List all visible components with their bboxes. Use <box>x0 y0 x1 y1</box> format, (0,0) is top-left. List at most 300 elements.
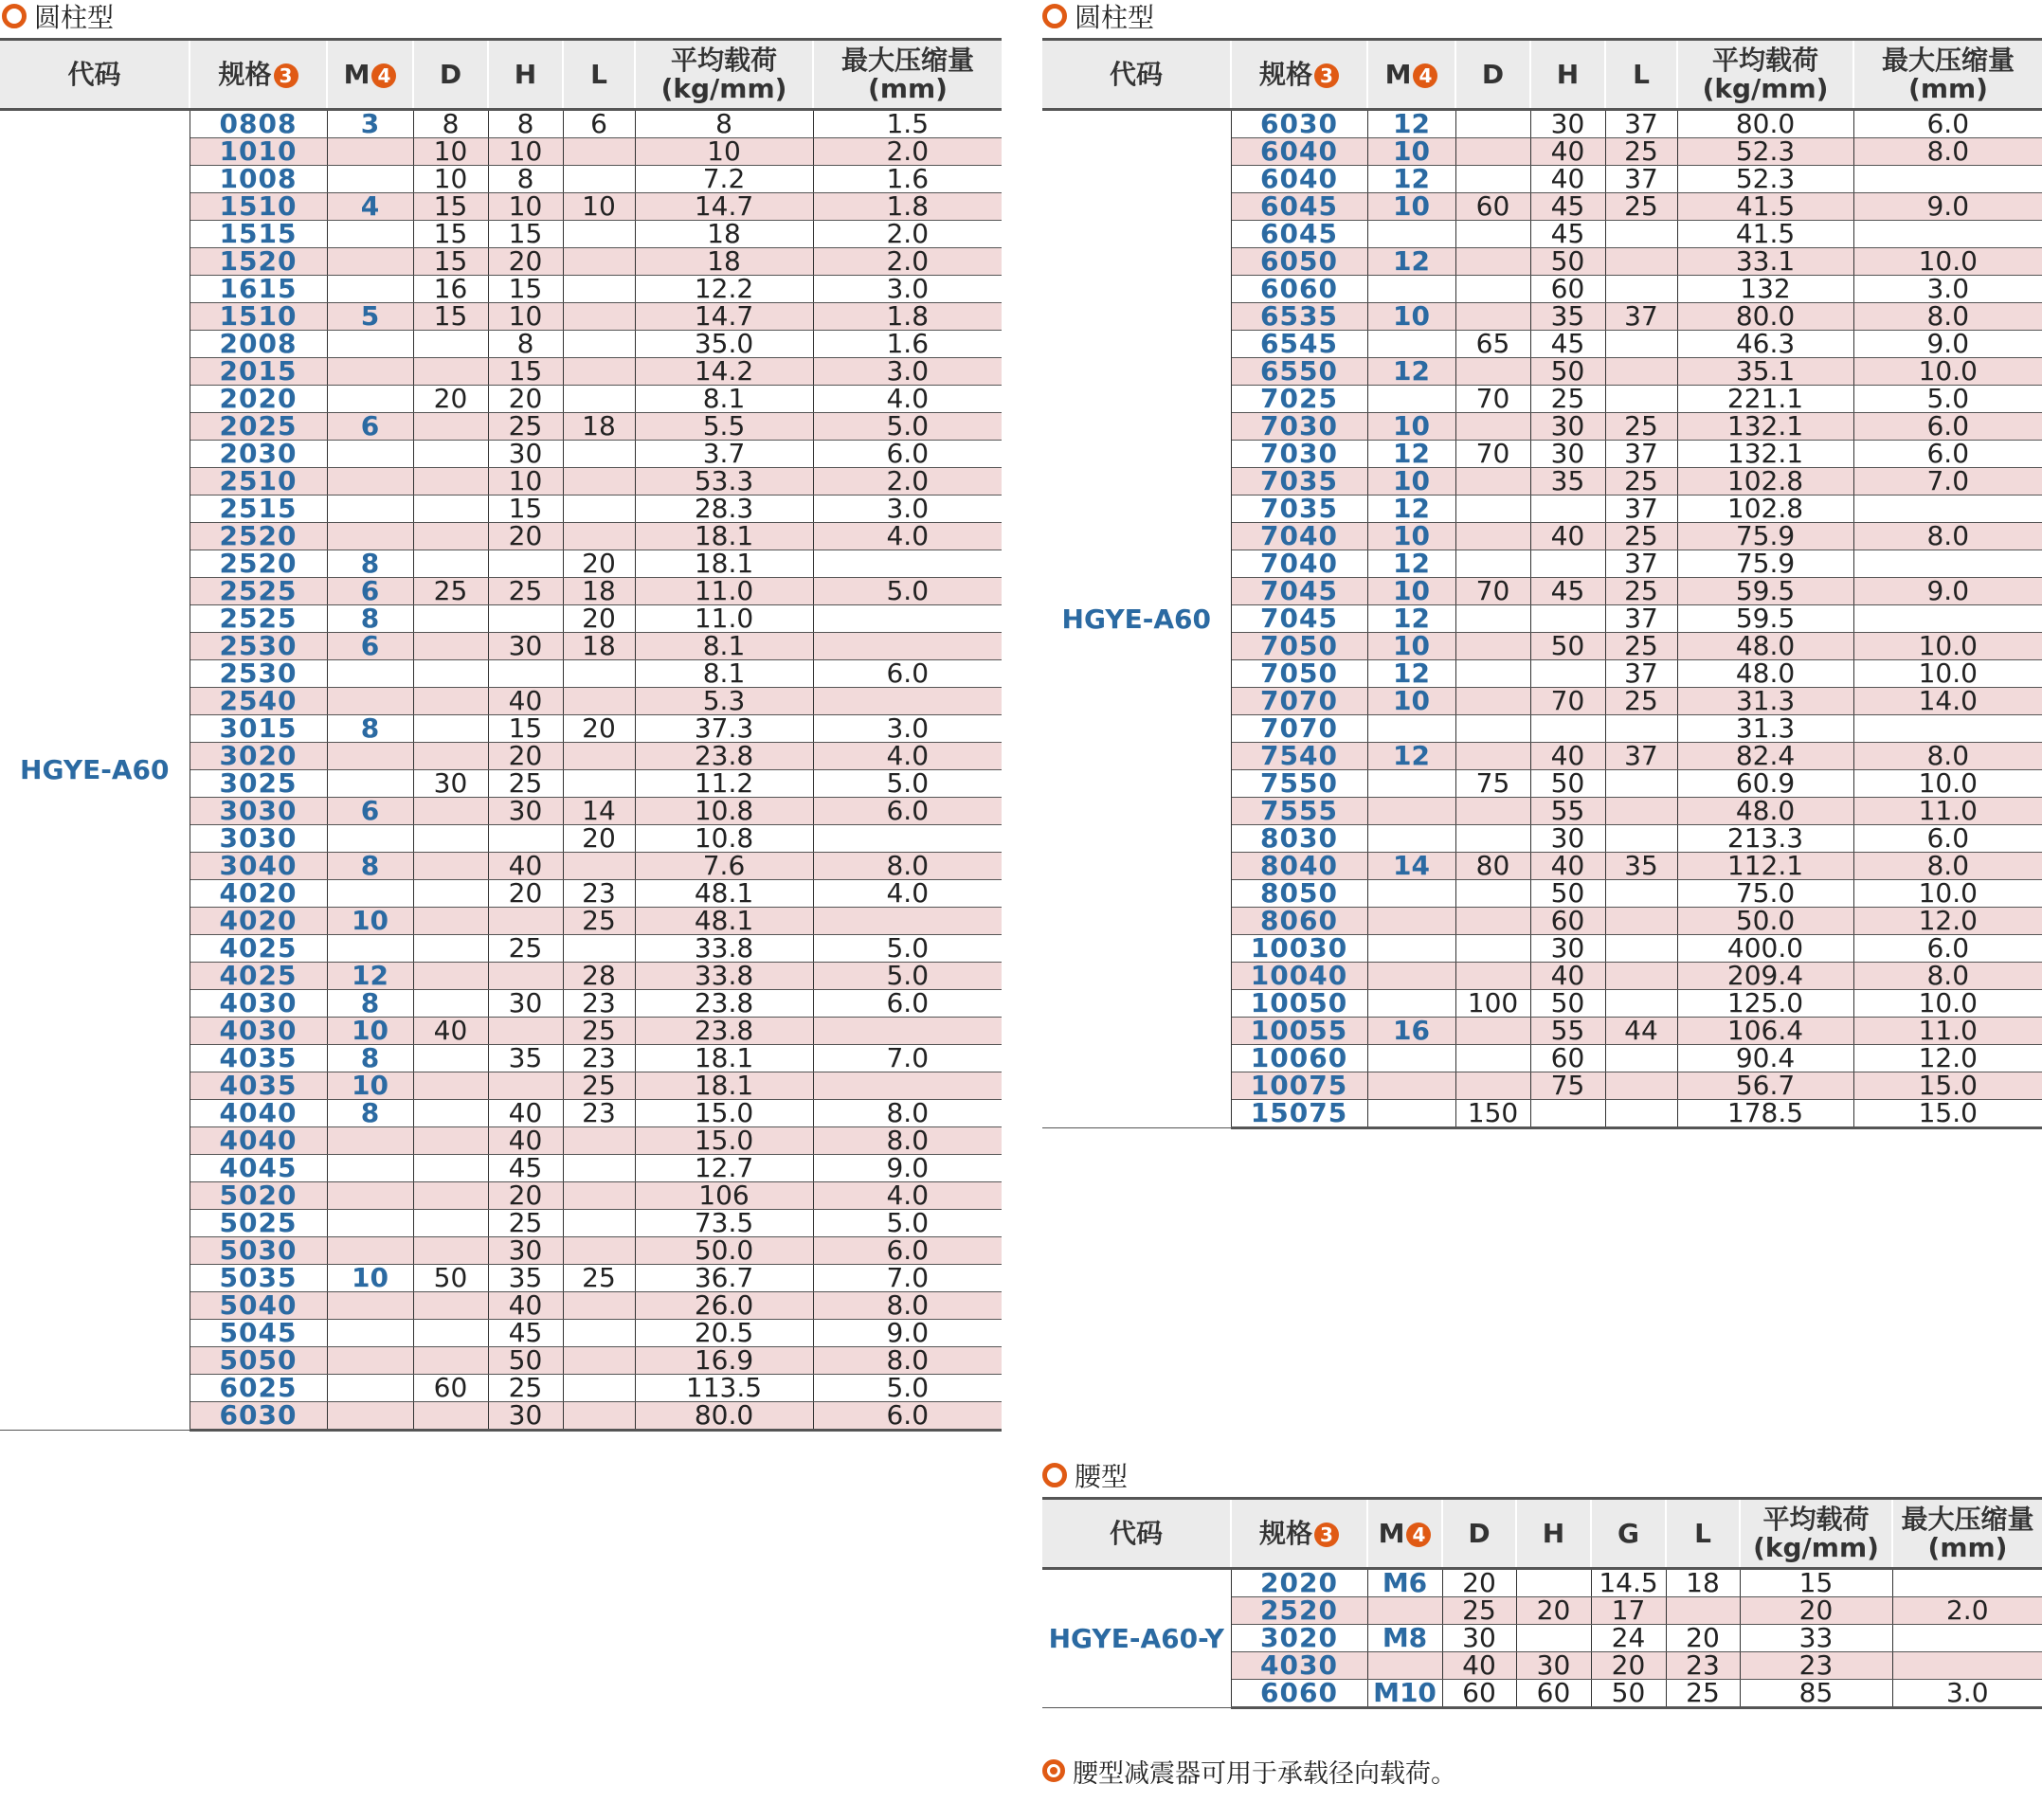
cell-d <box>413 825 488 853</box>
cell-l <box>1605 770 1677 798</box>
col-header-max-compression-line2: (mm) <box>1927 1531 2008 1563</box>
cell-load: 15.0 <box>635 1100 813 1127</box>
cell-d <box>413 990 488 1018</box>
cell-m: 8 <box>327 853 413 880</box>
cell-d <box>1455 798 1530 825</box>
cell-m: 12 <box>1367 605 1455 633</box>
cell-l: 23 <box>563 1100 635 1127</box>
cell-d: 50 <box>413 1265 488 1292</box>
cell-d <box>413 743 488 770</box>
cell-m: 6 <box>327 798 413 825</box>
cell-m <box>327 1347 413 1375</box>
cell-h: 10 <box>488 468 563 496</box>
cell-load: 10.8 <box>635 825 813 853</box>
cell-d <box>413 1072 488 1100</box>
cell-h: 75 <box>1530 1072 1605 1100</box>
cell-spec: 6030 <box>190 1402 327 1431</box>
section-title-cylindrical-left <box>2 0 114 32</box>
cell-load: 56.7 <box>1677 1072 1853 1100</box>
cell-load: 400.0 <box>1677 935 1853 963</box>
cell-load: 53.3 <box>635 468 813 496</box>
cell-h: 45 <box>1530 331 1605 358</box>
cell-spec: 10050 <box>1231 990 1367 1018</box>
col-header-l: L <box>563 40 635 110</box>
cell-h: 30 <box>488 1237 563 1265</box>
cell-d <box>1455 523 1530 550</box>
cell-comp: 5.0 <box>813 770 1002 798</box>
cell-m: 10 <box>327 1018 413 1045</box>
cell-load: 33.8 <box>635 963 813 990</box>
cell-m <box>327 935 413 963</box>
cell-comp <box>813 825 1002 853</box>
cell-comp: 6.0 <box>813 1402 1002 1431</box>
cell-l <box>1605 908 1677 935</box>
cell-load: 23.8 <box>635 743 813 770</box>
cell-d <box>413 1182 488 1210</box>
cell-l: 14 <box>563 798 635 825</box>
cell-m <box>1367 1652 1442 1680</box>
cell-m: 6 <box>327 413 413 441</box>
cell-m <box>327 688 413 715</box>
cell-d <box>413 550 488 578</box>
cell-h: 60 <box>1530 276 1605 303</box>
col-header-max-compression <box>813 40 1002 110</box>
cell-load: 113.5 <box>635 1375 813 1402</box>
cell-h: 40 <box>488 853 563 880</box>
cell-spec: 3015 <box>190 715 327 743</box>
cell-l <box>1605 990 1677 1018</box>
cell-comp: 1.8 <box>813 193 1002 221</box>
cell-comp: 8.0 <box>1853 303 2042 331</box>
cell-spec: 6060 <box>1231 1680 1367 1708</box>
cell-comp: 2.0 <box>1892 1597 2042 1625</box>
cell-h: 10 <box>488 138 563 166</box>
cell-h: 35 <box>1530 303 1605 331</box>
cell-m: 6 <box>327 578 413 605</box>
cell-d: 20 <box>1442 1569 1516 1597</box>
col-header-max-compression-line1: 最大压缩量 <box>1881 45 2015 77</box>
cell-load: 14.7 <box>635 303 813 331</box>
cell-d <box>413 633 488 660</box>
cell-h: 20 <box>1516 1597 1591 1625</box>
cell-spec: 3030 <box>190 798 327 825</box>
col-header-m <box>327 40 413 110</box>
cell-h: 25 <box>488 1210 563 1237</box>
cell-load: 12.2 <box>635 276 813 303</box>
cell-load: 48.0 <box>1677 633 1853 660</box>
cell-m <box>327 523 413 550</box>
cell-l <box>1605 358 1677 386</box>
cell-l: 18 <box>563 413 635 441</box>
cell-spec: 7540 <box>1231 743 1367 770</box>
cell-l <box>563 660 635 688</box>
cell-m: 3 <box>327 110 413 138</box>
cell-d <box>1455 715 1530 743</box>
cell-spec: 2540 <box>190 688 327 715</box>
cell-h: 45 <box>1530 221 1605 248</box>
cell-l <box>1605 963 1677 990</box>
cell-d: 20 <box>413 386 488 413</box>
cell-spec: 7045 <box>1231 578 1367 605</box>
cell-load: 80.0 <box>1677 303 1853 331</box>
cell-spec: 6025 <box>190 1375 327 1402</box>
cell-h: 50 <box>1530 880 1605 908</box>
cell-m: M6 <box>1367 1569 1442 1597</box>
cell-spec: 7040 <box>1231 523 1367 550</box>
footnote-badge: 3 <box>1314 63 1339 88</box>
cell-spec: 7550 <box>1231 770 1367 798</box>
cell-spec: 5050 <box>190 1347 327 1375</box>
cell-load: 221.1 <box>1677 386 1853 413</box>
cell-comp: 8.0 <box>813 1100 1002 1127</box>
cell-m <box>1367 1100 1455 1128</box>
cell-m <box>327 770 413 798</box>
cell-load: 90.4 <box>1677 1045 1853 1072</box>
cell-m <box>327 248 413 276</box>
cell-l <box>1605 1072 1677 1100</box>
cell-spec: 2530 <box>190 633 327 660</box>
cell-m <box>327 441 413 468</box>
cell-spec: 1615 <box>190 276 327 303</box>
product-code-cell: HGYE-A60 <box>0 110 190 1431</box>
cell-l <box>563 743 635 770</box>
cell-h: 20 <box>488 743 563 770</box>
cell-spec: 6045 <box>1231 193 1367 221</box>
cell-spec: 2020 <box>1231 1569 1367 1597</box>
cell-h: 30 <box>1530 825 1605 853</box>
cell-l <box>563 853 635 880</box>
cell-d <box>1455 935 1530 963</box>
cell-l: 20 <box>563 825 635 853</box>
waist-note <box>1042 1755 1456 1787</box>
waist-spec-table <box>1042 1497 2042 1709</box>
cell-d <box>1455 688 1530 715</box>
cell-comp: 8.0 <box>813 1292 1002 1320</box>
cell-l <box>563 166 635 193</box>
cell-l <box>563 331 635 358</box>
cell-comp: 10.0 <box>1853 770 2042 798</box>
cell-comp <box>813 908 1002 935</box>
cell-load: 18.1 <box>635 1072 813 1100</box>
cell-comp: 6.0 <box>1853 935 2042 963</box>
cell-m: 10 <box>1367 468 1455 496</box>
cell-m: 8 <box>327 715 413 743</box>
cell-load: 23.8 <box>635 1018 813 1045</box>
cell-l: 25 <box>1666 1680 1740 1708</box>
cell-h: 50 <box>1530 358 1605 386</box>
cell-m: 8 <box>327 605 413 633</box>
cell-d: 16 <box>413 276 488 303</box>
cell-m <box>1367 1072 1455 1100</box>
cell-g: 24 <box>1591 1625 1666 1652</box>
cell-h: 50 <box>488 1347 563 1375</box>
cell-h: 35 <box>1530 468 1605 496</box>
cell-comp <box>1892 1569 2042 1597</box>
cell-spec: 4030 <box>190 990 327 1018</box>
cell-l: 23 <box>563 1045 635 1072</box>
cell-l <box>1605 331 1677 358</box>
cell-h: 30 <box>488 441 563 468</box>
cell-load: 52.3 <box>1677 138 1853 166</box>
cell-spec: 2008 <box>190 331 327 358</box>
col-header-avg-load-line2: (kg/mm) <box>1702 72 1829 104</box>
product-code-cell: HGYE-A60 <box>1042 110 1231 1128</box>
cell-h: 25 <box>488 1375 563 1402</box>
cell-m <box>327 660 413 688</box>
col-header-spec-text: 规格 <box>1258 1517 1312 1549</box>
cell-load: 132 <box>1677 276 1853 303</box>
cell-spec: 5030 <box>190 1237 327 1265</box>
cell-m <box>1367 963 1455 990</box>
cell-l <box>1605 715 1677 743</box>
cell-comp: 15.0 <box>1853 1100 2042 1128</box>
col-header-d: D <box>1455 40 1530 110</box>
cell-h: 45 <box>488 1155 563 1182</box>
cell-load: 41.5 <box>1677 221 1853 248</box>
cell-spec: 7050 <box>1231 660 1367 688</box>
cell-load: 48.1 <box>635 880 813 908</box>
col-header-m <box>1367 40 1455 110</box>
cell-d <box>413 715 488 743</box>
cell-h <box>1530 605 1605 633</box>
cell-spec: 1008 <box>190 166 327 193</box>
cell-m <box>327 138 413 166</box>
cell-comp <box>813 633 1002 660</box>
cell-d <box>1455 633 1530 660</box>
cell-d <box>413 1100 488 1127</box>
cell-l: 25 <box>1605 138 1677 166</box>
cell-comp: 1.8 <box>813 303 1002 331</box>
cell-h: 15 <box>488 276 563 303</box>
cell-d <box>413 523 488 550</box>
cell-load: 106.4 <box>1677 1018 1853 1045</box>
cell-h: 15 <box>488 715 563 743</box>
cell-comp: 3.0 <box>1853 276 2042 303</box>
cell-l: 6 <box>563 110 635 138</box>
cell-h: 50 <box>1530 990 1605 1018</box>
cell-load: 10.8 <box>635 798 813 825</box>
cell-spec: 8060 <box>1231 908 1367 935</box>
col-header-l: L <box>1666 1499 1740 1569</box>
cell-spec: 2015 <box>190 358 327 386</box>
cell-spec: 7035 <box>1231 468 1367 496</box>
cell-h <box>488 660 563 688</box>
cell-l: 37 <box>1605 110 1677 138</box>
cell-load: 35.1 <box>1677 358 1853 386</box>
cell-m: 8 <box>327 990 413 1018</box>
cell-m: 8 <box>327 1045 413 1072</box>
cell-h: 25 <box>488 770 563 798</box>
cell-m <box>1367 276 1455 303</box>
cell-h: 50 <box>1530 248 1605 276</box>
cell-comp: 3.0 <box>813 496 1002 523</box>
cell-spec: 6040 <box>1231 138 1367 166</box>
cell-comp: 6.0 <box>1853 825 2042 853</box>
cell-h: 30 <box>1530 110 1605 138</box>
cell-d: 80 <box>1455 853 1530 880</box>
cell-load: 213.3 <box>1677 825 1853 853</box>
cell-spec: 4035 <box>190 1072 327 1100</box>
cell-m: 12 <box>1367 550 1455 578</box>
cell-m: 10 <box>327 1265 413 1292</box>
cell-d <box>413 1155 488 1182</box>
cell-comp: 8.0 <box>1853 523 2042 550</box>
cell-h: 40 <box>488 1292 563 1320</box>
cell-spec: 7045 <box>1231 605 1367 633</box>
cell-h: 30 <box>488 633 563 660</box>
cell-comp: 4.0 <box>813 523 1002 550</box>
col-header-m-text: M <box>1384 58 1412 90</box>
cell-d <box>1455 413 1530 441</box>
cell-load: 26.0 <box>635 1292 813 1320</box>
cell-d: 25 <box>413 578 488 605</box>
cell-comp: 5.0 <box>813 413 1002 441</box>
cell-spec: 7070 <box>1231 715 1367 743</box>
cell-load: 73.5 <box>635 1210 813 1237</box>
cell-m <box>1367 770 1455 798</box>
cell-h: 25 <box>488 935 563 963</box>
cell-spec: 4035 <box>190 1045 327 1072</box>
cell-spec: 7050 <box>1231 633 1367 660</box>
col-header-code: 代码 <box>0 40 190 110</box>
cell-spec: 5020 <box>190 1182 327 1210</box>
cell-h <box>1516 1569 1591 1597</box>
cylindrical-spec-table-left <box>0 38 1002 1432</box>
cell-m: 10 <box>1367 578 1455 605</box>
cell-comp: 7.0 <box>1853 468 2042 496</box>
cell-spec: 4020 <box>190 908 327 935</box>
cell-load: 112.1 <box>1677 853 1853 880</box>
footnote-badge: 4 <box>1413 63 1437 88</box>
cell-comp: 6.0 <box>1853 441 2042 468</box>
cell-h: 30 <box>1516 1652 1591 1680</box>
cell-load: 8.1 <box>635 633 813 660</box>
cell-l: 25 <box>563 1265 635 1292</box>
cell-d <box>1455 963 1530 990</box>
cell-h: 15 <box>488 221 563 248</box>
cell-comp: 6.0 <box>813 441 1002 468</box>
cell-m: M8 <box>1367 1625 1442 1652</box>
cell-spec: 1510 <box>190 193 327 221</box>
cell-d: 15 <box>413 221 488 248</box>
cell-m: 10 <box>1367 193 1455 221</box>
cell-d: 40 <box>413 1018 488 1045</box>
cell-comp <box>1853 221 2042 248</box>
cell-h <box>1516 1625 1591 1652</box>
section-title-text: 腰型 <box>1075 1461 1129 1492</box>
cell-h: 30 <box>488 990 563 1018</box>
cell-comp: 6.0 <box>1853 413 2042 441</box>
cell-m: 10 <box>1367 303 1455 331</box>
cell-l: 37 <box>1605 605 1677 633</box>
cell-h: 40 <box>488 1100 563 1127</box>
col-header-g: G <box>1591 1499 1666 1569</box>
cell-load: 48.0 <box>1677 798 1853 825</box>
cell-load: 59.5 <box>1677 578 1853 605</box>
cell-l <box>563 358 635 386</box>
cell-spec: 2520 <box>190 550 327 578</box>
cell-spec: 5045 <box>190 1320 327 1347</box>
cell-spec: 6535 <box>1231 303 1367 331</box>
cell-spec: 6030 <box>1231 110 1367 138</box>
cell-l <box>563 1292 635 1320</box>
cell-load: 80.0 <box>635 1402 813 1431</box>
cell-spec: 10030 <box>1231 935 1367 963</box>
cell-l <box>1605 880 1677 908</box>
cell-l: 20 <box>563 550 635 578</box>
cell-spec: 7040 <box>1231 550 1367 578</box>
cell-comp: 2.0 <box>813 468 1002 496</box>
cell-h: 35 <box>488 1265 563 1292</box>
col-header-avg-load <box>1677 40 1853 110</box>
cell-comp <box>1853 605 2042 633</box>
section-title-text: 圆柱型 <box>1075 2 1155 33</box>
cell-d: 60 <box>1442 1680 1516 1708</box>
cell-h: 30 <box>1530 935 1605 963</box>
cell-m <box>327 1210 413 1237</box>
cell-m <box>1367 221 1455 248</box>
cell-spec: 5025 <box>190 1210 327 1237</box>
cell-m: 12 <box>1367 166 1455 193</box>
cell-m <box>1367 935 1455 963</box>
col-header-max-compression <box>1892 1499 2042 1569</box>
cell-l <box>1605 276 1677 303</box>
cell-l <box>563 1210 635 1237</box>
cell-load: 102.8 <box>1677 496 1853 523</box>
cell-comp: 8.0 <box>1853 963 2042 990</box>
cell-l <box>563 1320 635 1347</box>
cell-d <box>413 358 488 386</box>
col-header-spec <box>190 40 327 110</box>
col-header-h: H <box>488 40 563 110</box>
cell-comp: 9.0 <box>1853 193 2042 221</box>
cell-load: 41.5 <box>1677 193 1853 221</box>
cell-comp: 9.0 <box>813 1320 1002 1347</box>
col-header-m-text: M <box>343 58 370 90</box>
cell-d <box>1455 825 1530 853</box>
cell-m: 16 <box>1367 1018 1455 1045</box>
cell-comp: 8.0 <box>1853 853 2042 880</box>
cell-l: 35 <box>1605 853 1677 880</box>
cell-load: 60.9 <box>1677 770 1853 798</box>
cell-m: 10 <box>1367 138 1455 166</box>
cell-load: 31.3 <box>1677 688 1853 715</box>
cell-comp: 12.0 <box>1853 1045 2042 1072</box>
cell-d <box>413 605 488 633</box>
cell-l <box>1605 248 1677 276</box>
section-ring-icon <box>1042 1463 1067 1487</box>
cell-comp <box>813 605 1002 633</box>
cell-h: 8 <box>488 331 563 358</box>
cell-h: 55 <box>1530 798 1605 825</box>
col-header-avg-load-line1: 平均载荷 <box>1762 1504 1870 1536</box>
cell-comp <box>1892 1652 2042 1680</box>
cell-spec: 2520 <box>1231 1597 1367 1625</box>
cell-h <box>488 550 563 578</box>
cell-m: 14 <box>1367 853 1455 880</box>
cell-l <box>563 770 635 798</box>
cell-comp: 10.0 <box>1853 248 2042 276</box>
cell-l <box>563 935 635 963</box>
cell-comp: 2.0 <box>813 138 1002 166</box>
footnote-badge: 3 <box>274 63 298 88</box>
cell-l <box>1605 1045 1677 1072</box>
cell-d <box>413 331 488 358</box>
cell-spec: 4025 <box>190 935 327 963</box>
cell-d: 30 <box>1442 1625 1516 1652</box>
cell-comp: 5.0 <box>1853 386 2042 413</box>
cell-d: 75 <box>1455 770 1530 798</box>
